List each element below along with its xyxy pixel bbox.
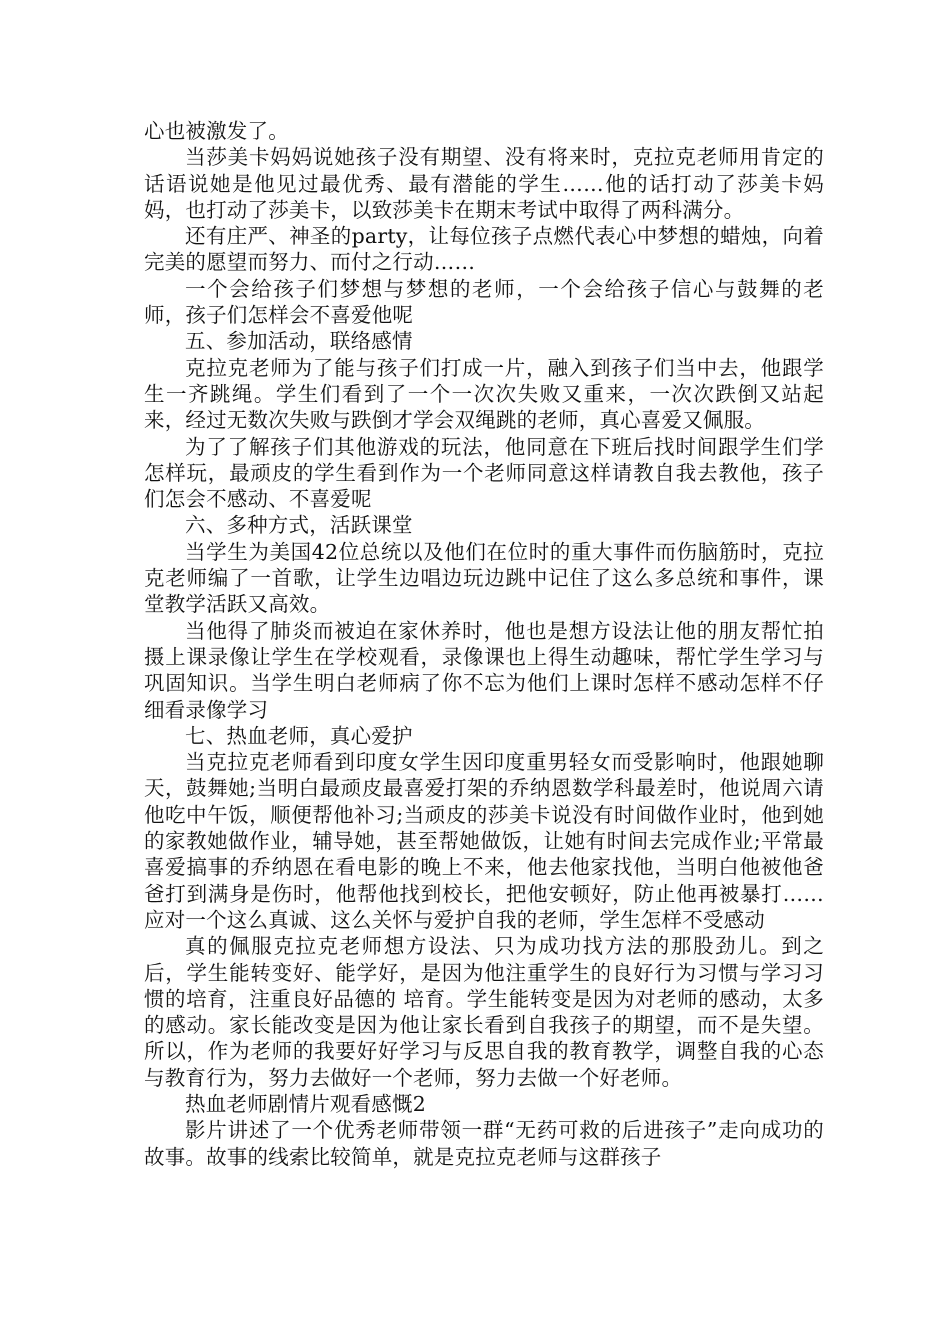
section-heading: 六、多种方式，活跃课堂 bbox=[185, 513, 413, 538]
paragraph: 当克拉克老师看到印度女学生因印度重男轻女而受影响时，他跟她聊天，鼓舞她;当明白最顽皮最喜爱打架的乔纳恩数学科最差时，他说周六请他吃中午饭，顺便帮他补习;当顽皮的莎美卡说没有时间做作业时，他到她的家教她做作业，辅导她，甚至帮她做饭，让她有时间去完成作业;平常最喜爱搞事的乔纳恩在看电影的晚上不来，他去他家找他，当明白他被他爸爸打到满身是伤时，他帮他找到校长，把他安顿好，防止他再被暴打……应对一个这么真诚、这么关怀与爱护自我的老师，学生怎样不受感动 bbox=[144, 750, 824, 932]
paragraph: 还有庄严、神圣的party，让每位孩子点燃代表心中梦想的蜡烛，向着完美的愿望而努力、而付之行动…… bbox=[144, 224, 824, 275]
paragraph: 当他得了肺炎而被迫在家休养时，他也是想方设法让他的朋友帮忙拍摄上课录像让学生在学校观看，录像课也上得生动趣味，帮忙学生学习与巩固知识。当学生明白老师病了你不忘为他们上课时怎样不感动怎样不仔细看录像学习 bbox=[144, 618, 824, 722]
paragraph: 当学生为美国42位总统以及他们在位时的重大事件而伤脑筋时，克拉克老师编了一首歌，让学生边唱边玩边跳中记住了这么多总统和事件，课堂教学活跃又高效。 bbox=[144, 539, 824, 617]
section-heading: 七、热血老师，真心爱护 bbox=[185, 723, 413, 748]
paragraph: 心也被激发了。 bbox=[144, 119, 289, 143]
document-body bbox=[144, 118, 824, 1170]
paragraph: 影片讲述了一个优秀老师带领一群“无药可救的后进孩子”走向成功的故事。故事的线索比较简单，就是克拉克老师与这群孩子 bbox=[144, 1118, 824, 1169]
paragraph: 为了了解孩子们其他游戏的玩法，他同意在下班后找时间跟学生们学怎样玩，最顽皮的学生看到作为一个老师同意这样请教自我去教他，孩子们怎会不感动、不喜爱呢 bbox=[144, 434, 824, 512]
paragraph: 一个会给孩子们梦想与梦想的老师，一个会给孩子信心与鼓舞的老师，孩子们怎样会不喜爱他呢 bbox=[144, 276, 824, 328]
paragraph: 当莎美卡妈妈说她孩子没有期望、没有将来时，克拉克老师用肯定的话语说她是他见过最优秀、最有潜能的学生……他的话打动了莎美卡妈妈，也打动了莎美卡，以致莎美卡在期末考试中取得了两科满分。 bbox=[144, 145, 824, 222]
article-title: 热血老师剧情片观看感慨2 bbox=[185, 1091, 426, 1116]
paragraph: 克拉克老师为了能与孩子们打成一片，融入到孩子们当中去，他跟学生一齐跳绳。学生们看到了一个一次次失败又重来，一次次跌倒又站起来，经过无数次失败与跌倒才学会双绳跳的老师，真心喜爱又佩服。 bbox=[144, 355, 824, 433]
section-heading: 五、参加活动，联络感情 bbox=[185, 329, 413, 354]
paragraph: 真的佩服克拉克老师想方设法、只为成功找方法的那股劲儿。到之后，学生能转变好、能学好，是因为他注重学生的良好行为习惯与学习习惯的培育，注重良好品德的 培育。学生能转变是因为对老师的感动，太多的感动。家长能改变是因为他让家长看到自我孩子的期望，而不是失望。所以，作为老师的我要好好学习与反思自我的教育教学，调整自我的心态与教育行为，努力去做好一个老师，努力去做一个好老师。 bbox=[144, 934, 824, 1090]
